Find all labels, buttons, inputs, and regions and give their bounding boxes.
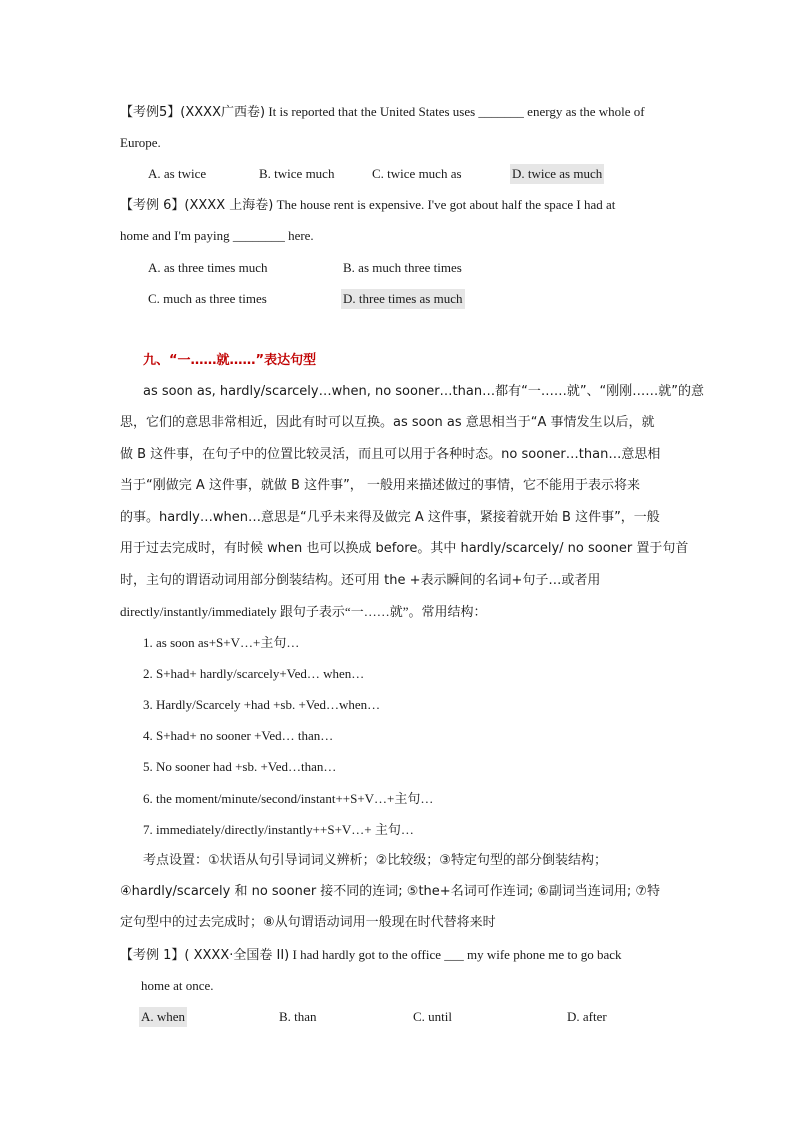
ex1-source: ( XXXX·全国卷 II) [184, 948, 290, 963]
ex5-stem-line [120, 103, 675, 122]
ex6-tag: 【考例 6】 [120, 198, 185, 213]
structure-item-1: 1. as soon as+S+V…+主句… [143, 635, 300, 650]
ex1-stem: I had hardly got to the office ___ my wife phone me to go back [292, 947, 622, 962]
ex1-option-a: A. when [139, 1007, 187, 1027]
para-line-1: as soon as, hardly/scarcely…when, no sooner…than…都有“一……就”、“刚刚……就”的意 [143, 384, 705, 399]
ex6-option-a: A. as three times much [148, 260, 268, 275]
ex5-option-c: C. twice much as [372, 166, 462, 181]
ex6-option-d: D. three times as much [341, 289, 465, 309]
ex6-source: (XXXX 上海卷) [184, 198, 274, 213]
ex5-option-a: A. as twice [148, 166, 207, 181]
structure-item-5: 5. No sooner had +sb. +Ved…than… [143, 759, 337, 774]
ex6-stem-line [120, 196, 675, 215]
para-line-7: 时，主句的谓语动词用部分倒装结构。还可用 the +表示瞬间的名词+句子…或者用 [120, 573, 601, 588]
ex1-tag: 【考例 1】 [120, 948, 185, 963]
ex5-option-d: D. twice as much [510, 164, 604, 184]
structure-item-7: 7. immediately/directly/instantly++S+V…+ 主句… [143, 822, 414, 837]
ex5-stem-cont: Europe. [120, 135, 161, 150]
ex6-option-b: B. as much three times [343, 260, 462, 275]
ex6-stem: The house rent is expensive. I've got about half the space I had at [276, 197, 616, 212]
structure-item-6: 6. the moment/minute/second/instant++S+V…+主句… [143, 791, 434, 806]
section-heading: 九、“一……就……”表达句型 [143, 353, 317, 368]
structure-item-4: 4. S+had+ no sooner +Ved… than… [143, 728, 334, 743]
ex5-tag: 【考例5】 [120, 105, 181, 120]
para-line-3: 做 B 这件事，在句子中的位置比较灵活，而且可以用于各种时态。no sooner…than…意思相 [120, 447, 661, 462]
ex6-stem-cont: home and I'm paying ________ here. [120, 228, 314, 243]
ex5-source: (XXXX广西卷) [180, 105, 266, 120]
para-line-6: 用于过去完成时，有时候 when 也可以换成 before。其中 hardly/scarcely/ no sooner 置于句首 [120, 541, 689, 556]
points-line-1: 考点设置：①状语从句引导词词义辨析；②比较级；③特定句型的部分倒装结构； [143, 853, 607, 868]
para-line-4: 当于“刚做完 A 这件事，就做 B 这件事”， 一般用来描述做过的事情，它不能用于表示将来 [120, 478, 640, 493]
structure-item-3: 3. Hardly/Scarcely +had +sb. +Ved…when… [143, 697, 381, 712]
ex5-stem: It is reported that the United States uses _______ energy as the whole of [268, 104, 645, 119]
ex1-option-c: C. until [413, 1009, 453, 1024]
ex1-stem-line [120, 946, 675, 965]
points-line-3: 定句型中的过去完成时；⑧从句谓语动词用一般现在时代替将来时 [120, 915, 496, 930]
ex6-option-c: C. much as three times [148, 291, 267, 306]
para-line-2: 思，它们的意思非常相近，因此有时可以互换。as soon as 意思相当于“A 事情发生以后，就 [120, 415, 655, 430]
para-line-5: 的事。hardly…when…意思是“几乎未来得及做完 A 这件事，紧接着就开始 B 这件事”，一般 [120, 510, 660, 525]
ex1-option-d: D. after [567, 1009, 607, 1024]
ex1-stem-cont: home at once. [141, 978, 214, 993]
ex5-option-b: B. twice much [259, 166, 335, 181]
structure-item-2: 2. S+had+ hardly/scarcely+Ved… when… [143, 666, 365, 681]
ex1-option-b: B. than [279, 1009, 317, 1024]
points-line-2: ④hardly/scarcely 和 no sooner 接不同的连词; ⑤the+名词可作连词; ⑥副词当连词用; ⑦特 [120, 884, 661, 899]
para-line-8: directly/instantly/immediately 跟句子表示“一……就”。常用结构： [120, 604, 487, 619]
